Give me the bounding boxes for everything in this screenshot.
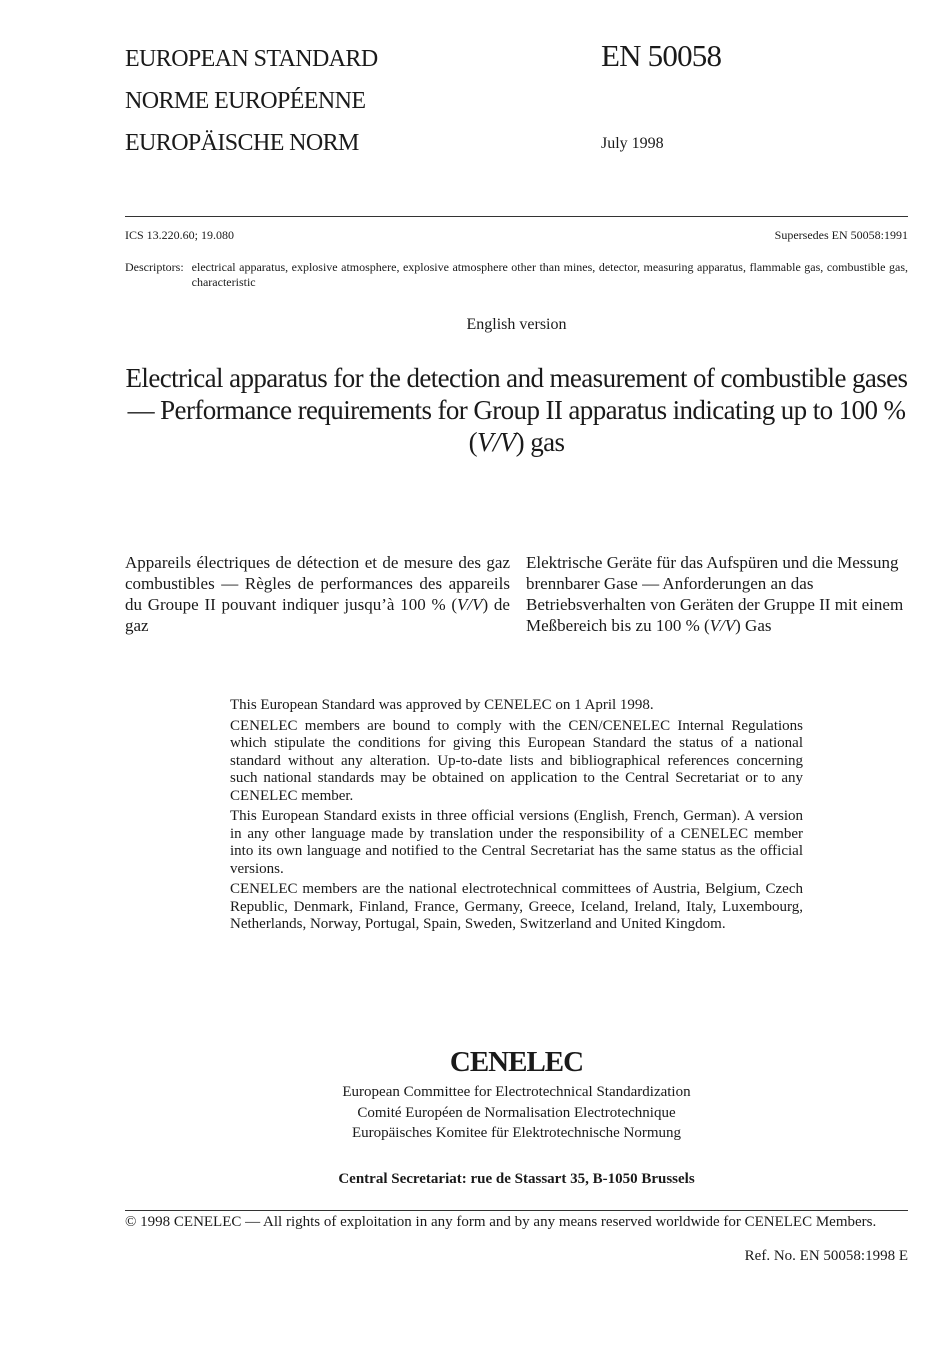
title-english: EUROPEAN STANDARD [125,46,378,72]
approval-paragraph: CENELEC members are the national electrotechnical committees of Austria, Belgium, Czech Republic, Denmark, Finland, France, Germany, Greece, Iceland, Ireland, Italy, Luxembourg, Netherlands, Norway, Portugal, Spain, Sweden, Switzerland and United Kingdom. [230,881,803,932]
title-en-part1: Electrical apparatus for the detection and measurement of combustible gases — Performance requirements for Group II apparatus indicating up to 100 % ( [125,363,908,457]
version-label: English version [466,316,567,333]
header-divider [125,216,908,217]
title-de-unit: V/V [709,616,736,635]
committee-name-english: European Committee for Electrotechnical Standardization [342,1084,691,1100]
title-de-part2: ) Gas [735,616,772,635]
approval-section [230,697,803,937]
title-fr-unit: V/V [457,595,483,614]
approval-paragraph: This European Standard exists in three official versions (English, French, German). A version in any other language made by translation under the responsibility of a CENELEC member into its own language and notified to the Central Secretariat has the same status as the official versions. [230,808,803,877]
reference-number: Ref. No. EN 50058:1998 E [744,1248,908,1264]
approval-paragraph: CENELEC members are bound to comply with the CEN/CENELEC Internal Regulations which stipulate the conditions for giving this European Standard the status of a national standard without any alteration. Up-to-date lists and bibliographical references concerning such national standards may be obtained on application to the Central Secretariat or to any CENELEC member. [230,717,803,804]
committee-name-french: Comité Européen de Normalisation Electrotechnique [357,1105,676,1121]
approval-paragraph: This European Standard was approved by CENELEC on 1 April 1998. [230,697,654,713]
descriptors-label: Descriptors: [125,260,184,274]
document-title [125,362,908,458]
committee-name-german: Europäisches Komitee für Elektrotechnische Normung [351,1125,682,1141]
title-german-translation [526,552,908,636]
secretariat-address: Central Secretariat: rue de Stassart 35, B-1050 Brussels [338,1171,695,1187]
title-french-translation [125,552,510,636]
descriptors-text: electrical apparatus, explosive atmosphere, explosive atmosphere other than mines, detector, measuring apparatus, flammable gas, combustible gas, characteristic [191,260,908,289]
supersedes-note: Supersedes EN 50058:1991 [774,228,908,242]
title-en-unit: V/V [476,427,516,457]
standard-number: EN 50058 [601,38,722,73]
title-french: NORME EUROPÉENNE [125,88,366,114]
copyright-notice: © 1998 CENELEC — All rights of exploitation in any form and by any means reserved worldwide for CENELEC Members. [125,1214,877,1230]
ics-codes: ICS 13.220.60; 19.080 [125,228,235,242]
descriptors [125,260,908,290]
footer-divider [125,1210,908,1211]
title-german: EUROPÄISCHE NORM [125,130,359,156]
title-fr-part1: Appareils électriques de détection et de mesure des gaz combustibles — Règles de performances des appareils du Groupe II pouvant indiquer jusqu’à 100 % ( [125,553,510,614]
title-en-part2: ) gas [515,427,565,457]
organization-name: CENELEC [449,1046,584,1078]
title-de-part1: Elektrische Geräte für das Aufspüren und die Messung brennbarer Gase — Anforderungen an das Betriebsverhalten von Geräten der Gruppe II mit einem Meßbereich bis zu 100 % ( [526,553,904,635]
title-fr-part2: ) de gaz [125,595,510,635]
publication-date: July 1998 [601,135,664,152]
